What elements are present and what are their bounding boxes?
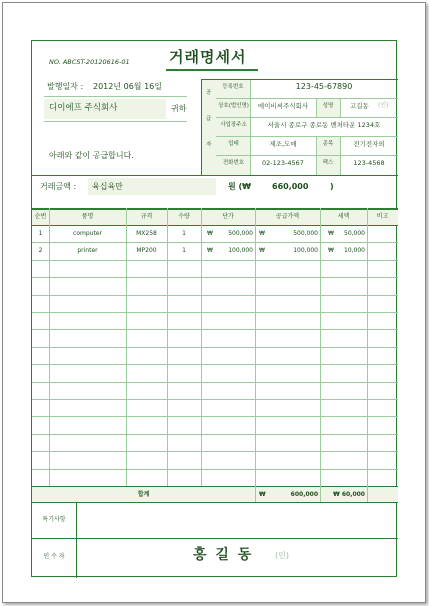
row-spec: MP200: [136, 247, 157, 254]
row-price-currency: ₩: [207, 230, 213, 237]
divider: [44, 96, 187, 97]
row-spec: MX258: [136, 230, 157, 237]
col-header-note: 비고: [376, 213, 389, 220]
receiver-seal: (인): [275, 551, 289, 560]
supply-note: 아래와 같이 공급합니다.: [49, 151, 134, 160]
document-title: 거래명세서: [169, 48, 247, 66]
honorific: 귀하: [171, 104, 187, 113]
col-header-supply-amount: 공급가액: [275, 213, 300, 220]
issue-date-label: 발행일자 :: [47, 82, 84, 91]
row-supply-amount: 500,000: [293, 230, 318, 237]
table-grid-line: [32, 469, 398, 470]
divider: [367, 486, 368, 502]
recipient-name: 디이에프 주식회사: [49, 103, 118, 113]
supplier-side-label-1: 공: [206, 90, 212, 96]
table-grid-line: [32, 312, 398, 313]
reg-number-label: 등록번호: [222, 84, 244, 90]
total-supply-currency: ₩: [259, 491, 266, 498]
reg-number-value: 123-45-67890: [295, 82, 353, 91]
fax-label: 팩스: [322, 160, 334, 166]
divider: [32, 225, 398, 226]
table-grid-line: [32, 260, 398, 261]
total-label: 합계: [137, 491, 150, 498]
representative-label: 성명: [322, 103, 334, 109]
row-price-currency: ₩: [207, 247, 213, 254]
row-qty: 1: [182, 230, 186, 237]
col-header-item: 품명: [81, 213, 94, 220]
table-grid-line: [32, 399, 398, 400]
amount-close: ): [330, 182, 334, 191]
divider: [216, 136, 398, 137]
receiver-label: 인 수 자: [43, 553, 65, 560]
representative-name: 고길동: [350, 102, 369, 110]
table-grid-line: [32, 347, 398, 348]
company-label: 상호(법인명): [218, 103, 249, 109]
invoice-document: [31, 40, 397, 577]
remarks-label: 특기사항: [42, 516, 66, 523]
phone-value: 02-123-4567: [262, 159, 304, 167]
divider: [255, 486, 256, 502]
receiver-name: 홍 길 동: [193, 547, 254, 563]
divider: [32, 538, 398, 539]
table-grid-line: [32, 434, 398, 435]
table-grid-line: [32, 416, 398, 417]
row-unit-price: 100,000: [228, 247, 253, 254]
seal-mark: (인): [378, 102, 389, 109]
row-number: 2: [38, 247, 43, 254]
col-header-unit-price: 단가: [222, 213, 234, 220]
business-category-label: 종목: [322, 141, 334, 147]
business-type-value: 제조,도매: [269, 140, 297, 148]
title-underline: [166, 69, 258, 71]
total-supply-amount: 600,000: [290, 491, 318, 498]
row-item: printer: [77, 247, 98, 254]
row-tax-currency: ₩: [328, 230, 334, 237]
table-grid-line: [32, 382, 398, 383]
divider: [320, 486, 321, 502]
supplier-side-label-2: 급: [206, 116, 212, 122]
divider: [216, 117, 398, 118]
row-tax: 10,000: [344, 247, 365, 254]
divider: [201, 79, 398, 80]
row-tax-currency: ₩: [328, 247, 334, 254]
amount-value: 660,000: [272, 182, 309, 191]
col-header-no: 순번: [34, 213, 47, 220]
business-category-value: 전기전자외: [353, 140, 385, 148]
row-item: computer: [73, 230, 102, 237]
table-grid-line: [32, 242, 398, 243]
col-header-tax: 세액: [337, 213, 350, 220]
business-type-label: 업태: [228, 141, 239, 147]
fax-value: 123-4568: [353, 159, 385, 167]
remarks-field[interactable]: [77, 503, 398, 538]
amount-korean: 육십육만: [92, 182, 123, 191]
divider: [216, 98, 398, 99]
table-grid-line: [32, 277, 398, 278]
document-number: NO. ABCST-20120616-01: [49, 58, 130, 66]
row-supply-currency: ₩: [259, 230, 265, 237]
company-value: 에이비씨주식회사: [257, 102, 309, 110]
total-tax: ₩ 60,000: [333, 491, 365, 498]
amount-won-label: 원 (₩: [228, 182, 251, 191]
address-value: 서울시 종로구 종로동 벤처타운 1234호: [267, 121, 381, 129]
row-supply-currency: ₩: [259, 247, 265, 254]
col-header-qty: 수량: [178, 213, 190, 220]
table-grid-line: [32, 295, 398, 296]
issue-date: 2012년 06월 16일: [93, 82, 162, 91]
divider: [32, 175, 398, 176]
row-tax: 50,000: [344, 230, 365, 237]
col-header-spec: 규격: [140, 213, 153, 220]
table-grid-line: [32, 364, 398, 365]
row-supply-amount: 100,000: [293, 247, 318, 254]
divider: [201, 79, 202, 175]
divider: [44, 121, 187, 122]
table-grid-line: [32, 329, 398, 330]
divider: [340, 98, 341, 117]
divider: [216, 155, 398, 156]
phone-label: 전화번호: [222, 160, 245, 166]
address-label: 사업장주소: [220, 122, 247, 128]
table-grid-line: [32, 451, 398, 452]
row-number: 1: [38, 230, 43, 237]
amount-label: 거래금액 :: [40, 182, 77, 191]
row-qty: 1: [182, 247, 186, 254]
supplier-side-label-3: 자: [206, 142, 212, 148]
row-unit-price: 500,000: [228, 230, 253, 237]
